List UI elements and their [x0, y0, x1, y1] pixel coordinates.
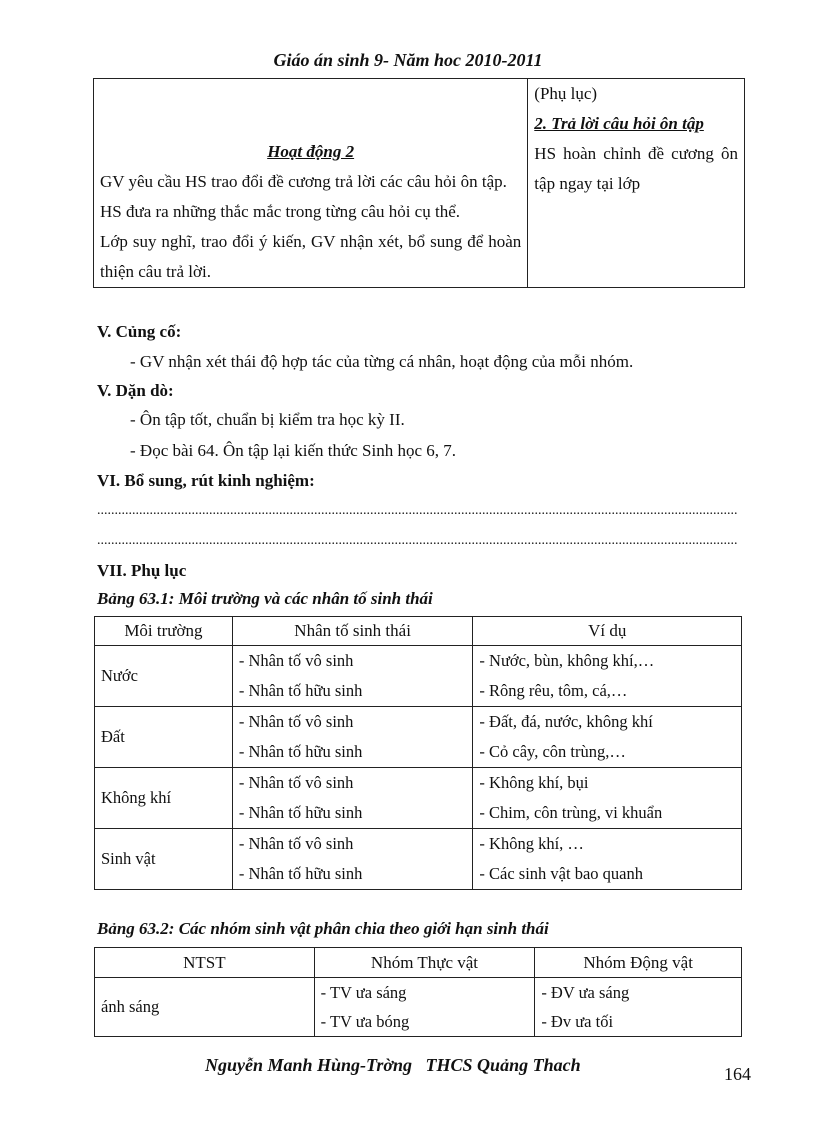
- section-heading-dan-do: V. Dặn dò:: [97, 381, 174, 400]
- activity-line: Lớp suy nghĩ, trao đổi ý kiến, GV nhận xét, bổ sung để hoàn thiện câu trả lời.: [100, 232, 522, 281]
- column-header: Nhóm Động vật: [535, 948, 742, 978]
- env-cell: Nước: [95, 646, 233, 707]
- example-item: - Đất, đá, nước, không khí: [479, 712, 653, 731]
- factor-item: - Nhân tố hữu sinh: [238, 864, 363, 883]
- activity-table: [93, 78, 745, 288]
- table-row: [95, 978, 742, 1037]
- page-footer: Nguyễn Manh Hùng-Trờng THCS Quảng Thach: [205, 1055, 581, 1075]
- animal-group-item: - ĐV ưa sáng: [541, 983, 630, 1002]
- table-row: [95, 829, 742, 890]
- factor-item: - Nhân tố vô sinh: [238, 773, 354, 792]
- example-item: - Không khí, bụi: [479, 773, 589, 792]
- factors-cell: [232, 768, 473, 829]
- activity-title: Hoạt động 2: [267, 142, 355, 161]
- answer-text: HS hoàn chỉnh đề cương ôn tập ngay tại lớp: [534, 144, 738, 193]
- table-row: [95, 646, 742, 707]
- column-header: NTST: [95, 948, 315, 978]
- dan-do-item: - Đọc bài 64. Ôn tập lại kiến thức Sinh học 6, 7.: [130, 441, 457, 460]
- column-header: Ví dụ: [473, 617, 742, 646]
- table-631-caption: Bảng 63.1: Môi trường và các nhân tố sinh thái: [97, 589, 433, 608]
- example-item: - Chim, côn trùng, vi khuẩn: [479, 803, 663, 822]
- page-header: Giáo án sinh 9- Năm hoc 2010-2011: [273, 50, 543, 70]
- factor-item: - Nhân tố vô sinh: [238, 651, 354, 670]
- factor-item: - Nhân tố hữu sinh: [238, 803, 363, 822]
- animals-cell: [535, 978, 742, 1037]
- section-heading-bo-sung: VI. Bổ sung, rút kinh nghiệm:: [97, 471, 315, 490]
- activity-line: GV yêu cầu HS trao đổi đề cương trả lời các câu hỏi ôn tập.: [100, 172, 507, 191]
- page-number: 164: [724, 1064, 751, 1084]
- example-item: - Nước, bùn, không khí,…: [479, 651, 655, 670]
- examples-cell: [473, 768, 742, 829]
- example-item: - Rông rêu, tôm, cá,…: [479, 681, 628, 700]
- example-item: - Không khí, …: [479, 834, 584, 853]
- env-cell: Sinh vật: [95, 829, 233, 890]
- column-header: Nhóm Thực vật: [314, 948, 535, 978]
- activity-line: HS đưa ra những thắc mắc trong từng câu hỏi cụ thể.: [100, 202, 460, 221]
- table-row: [95, 707, 742, 768]
- appendix-note: (Phụ lục): [534, 84, 598, 103]
- factor-item: - Nhân tố vô sinh: [238, 712, 354, 731]
- table-632: [94, 947, 742, 1037]
- column-header: Nhân tố sinh thái: [232, 617, 473, 646]
- factor-cell: ánh sáng: [95, 978, 315, 1037]
- dotted-line: .......................................................................................................................................................................................: [97, 503, 737, 518]
- answer-title: 2. Trả lời câu hỏi ôn tập: [534, 114, 704, 133]
- factors-cell: [232, 646, 473, 707]
- section-heading-cung-co: V. Củng cố:: [97, 322, 182, 341]
- example-item: - Các sinh vật bao quanh: [479, 864, 643, 883]
- factor-item: - Nhân tố hữu sinh: [238, 742, 363, 761]
- factors-cell: [232, 707, 473, 768]
- section-heading-phu-luc: VII. Phụ lục: [97, 561, 187, 580]
- dotted-line: .......................................................................................................................................................................................: [97, 533, 737, 548]
- factor-item: - Nhân tố vô sinh: [238, 834, 354, 853]
- factors-cell: [232, 829, 473, 890]
- examples-cell: [473, 707, 742, 768]
- activity-left-cell: [94, 79, 528, 288]
- factor-item: - Nhân tố hữu sinh: [238, 681, 363, 700]
- env-cell: Đất: [95, 707, 233, 768]
- table-header-row: [95, 948, 742, 978]
- table-header-row: [95, 617, 742, 646]
- examples-cell: [473, 646, 742, 707]
- activity-right-cell: [528, 79, 745, 288]
- cung-co-item: - GV nhận xét thái độ hợp tác của từng cá nhân, hoạt động của mỗi nhóm.: [130, 352, 634, 371]
- example-item: - Cỏ cây, côn trùng,…: [479, 742, 626, 761]
- plant-group-item: - TV ưa bóng: [320, 1012, 410, 1031]
- table-row: [95, 768, 742, 829]
- table-631: [94, 616, 742, 890]
- column-header: Môi trường: [95, 617, 233, 646]
- table-632-caption: Bảng 63.2: Các nhóm sinh vật phân chia theo giới hạn sinh thái: [97, 919, 549, 938]
- plants-cell: [314, 978, 535, 1037]
- plant-group-item: - TV ưa sáng: [320, 983, 407, 1002]
- animal-group-item: - Đv ưa tối: [541, 1012, 614, 1031]
- examples-cell: [473, 829, 742, 890]
- env-cell: Không khí: [95, 768, 233, 829]
- dan-do-item: - Ôn tập tốt, chuẩn bị kiểm tra học kỳ II.: [130, 410, 405, 429]
